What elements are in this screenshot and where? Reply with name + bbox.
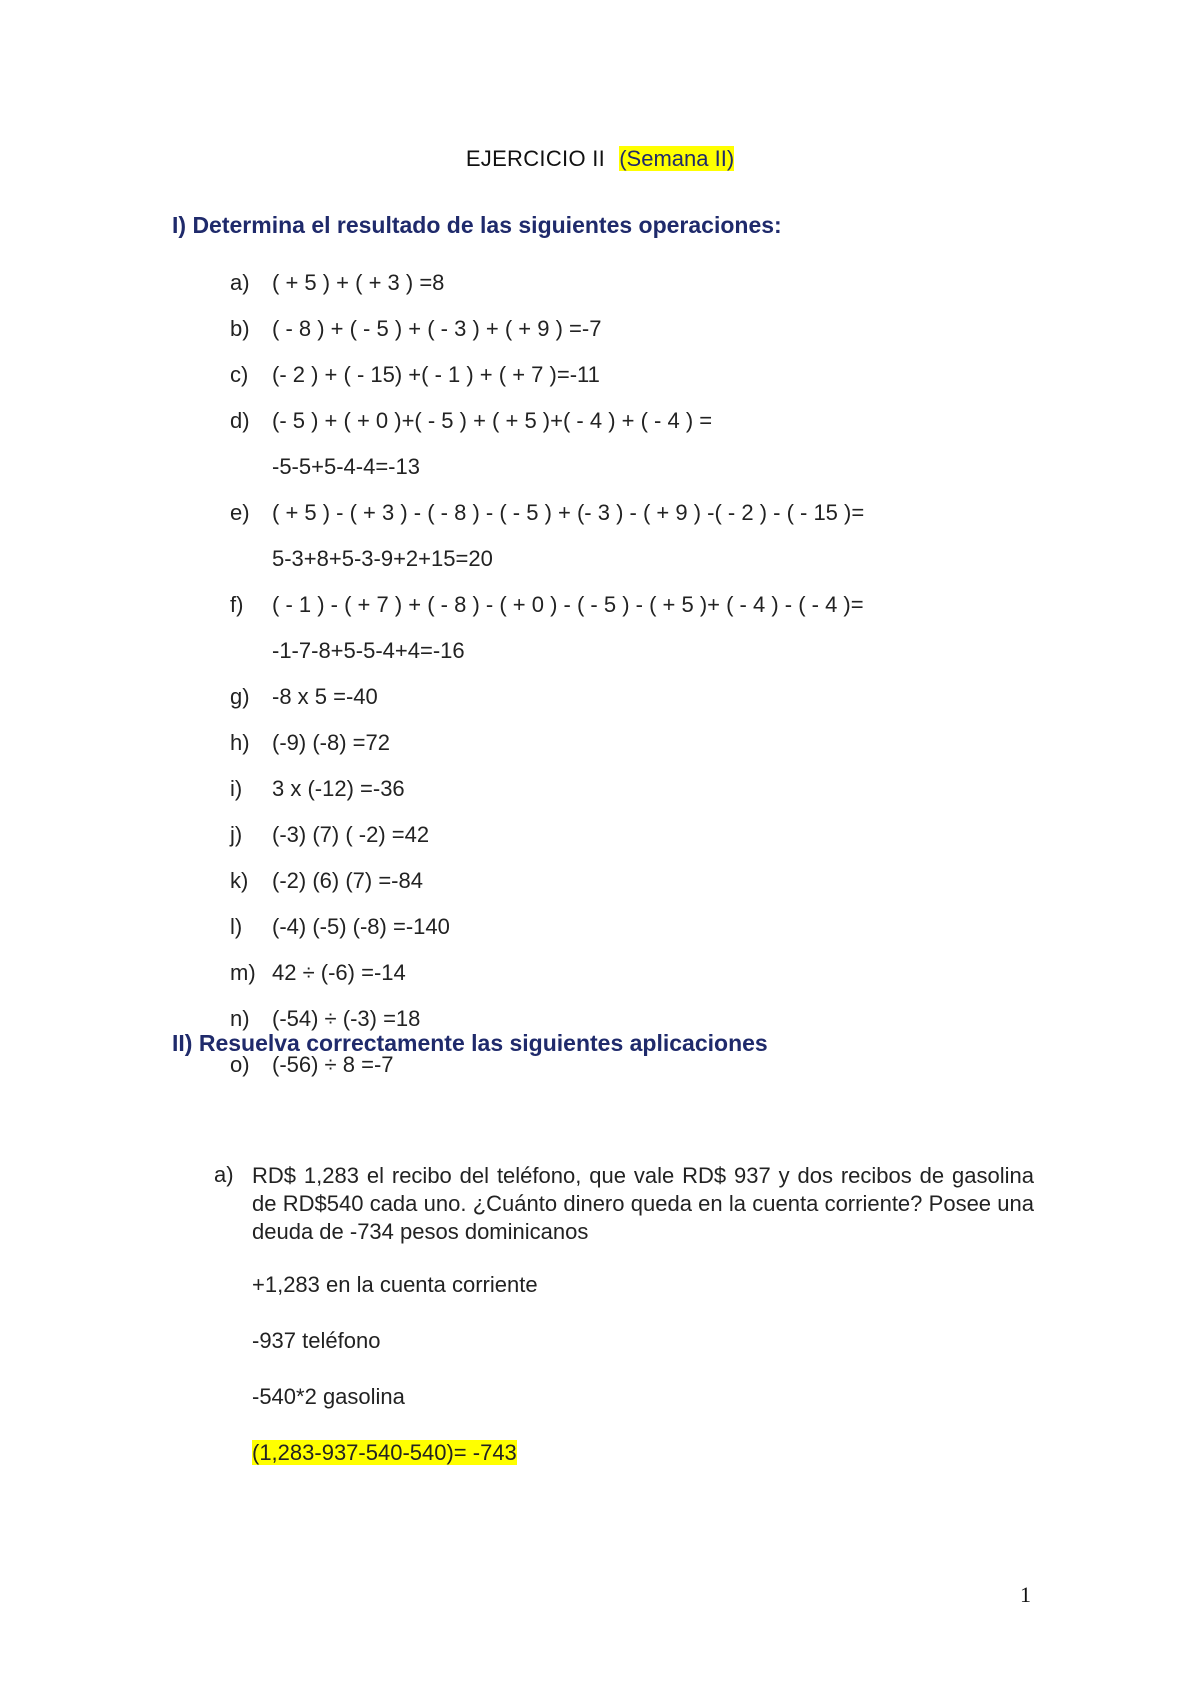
operation-expression: (-56) ÷ 8 =-7 <box>272 1052 394 1077</box>
operation-item <box>230 912 450 942</box>
operation-expression: ( + 5 ) - ( + 3 ) - ( - 8 ) - ( - 5 ) + (- 3 ) - ( + 9 ) -( - 2 ) - ( - 15 )= <box>272 500 865 525</box>
operation-letter: f) <box>230 592 244 617</box>
operation-item <box>230 360 600 390</box>
calc-result <box>252 1440 517 1466</box>
operation-letter: o) <box>230 1052 250 1077</box>
operation-letter: a) <box>230 270 250 295</box>
operation-expression: ( - 1 ) - ( + 7 ) + ( - 8 ) - ( + 0 ) - ( - 5 ) - ( + 5 )+ ( - 4 ) - ( - 4 )= <box>272 592 864 617</box>
operation-letter: c) <box>230 362 249 387</box>
operation-expression: (-2) (6) (7) =-84 <box>272 868 423 893</box>
operation-letter: i) <box>230 776 243 801</box>
application-statement: RD$ 1,283 el recibo del teléfono, que vale RD$ 937 y dos recibos de gasolina de RD$540 cada uno. ¿Cuánto dinero queda en la cuenta corriente? Posee una deuda de -734 pesos dominicanos <box>252 1163 1034 1244</box>
operation-expression: (-4) (-5) (-8) =-140 <box>272 914 450 939</box>
page-number: 1 <box>1020 1582 1031 1607</box>
operation-item <box>230 958 406 988</box>
operation-item <box>230 268 444 298</box>
operation-item <box>230 728 390 758</box>
calc-line: +1,283 en la cuenta corriente <box>252 1272 538 1297</box>
page-title <box>0 146 1200 172</box>
operation-item <box>230 820 429 850</box>
operation-expression: ( - 8 ) + ( - 5 ) + ( - 3 ) + ( + 9 ) =-7 <box>272 316 602 341</box>
title-main: EJERCICIO II <box>465 146 606 171</box>
operation-expression: ( + 5 ) + ( + 3 ) =8 <box>272 270 445 295</box>
operation-item <box>230 498 864 528</box>
operation-expression: 3 x (-12) =-36 <box>272 776 405 801</box>
operation-expression: (-9) (-8) =72 <box>272 730 390 755</box>
operation-item <box>230 774 405 804</box>
calc-line: -937 teléfono <box>252 1328 381 1353</box>
operation-expression: 42 ÷ (-6) =-14 <box>272 960 406 985</box>
section1-heading: I) Determina el resultado de las siguientes operaciones: <box>172 212 782 238</box>
operation-item <box>230 682 378 712</box>
operation-letter: g) <box>230 684 250 709</box>
application-letter: a) <box>214 1162 234 1187</box>
operation-item <box>230 590 864 620</box>
operation-item <box>230 406 712 436</box>
operation-letter: n) <box>230 1006 250 1031</box>
operation-expression: -8 x 5 =-40 <box>272 684 378 709</box>
operation-letter: j) <box>230 822 243 847</box>
operation-continuation: -1-7-8+5-5-4+4=-16 <box>272 638 465 663</box>
operation-item <box>230 314 601 344</box>
operation-continuation: -5-5+5-4-4=-13 <box>272 454 420 479</box>
operation-letter: e) <box>230 500 250 525</box>
operation-letter: d) <box>230 408 250 433</box>
operation-letter: h) <box>230 730 250 755</box>
operation-expression: (-54) ÷ (-3) =18 <box>272 1006 421 1031</box>
operation-item <box>230 866 423 896</box>
calc-result-highlight: (1,283-937-540-540)= -743 <box>252 1440 517 1465</box>
section2-heading: II) Resuelva correctamente las siguientes aplicaciones <box>172 1030 768 1056</box>
operation-expression: (- 2 ) + ( - 15) +( - 1 ) + ( + 7 )=-11 <box>272 362 600 387</box>
operation-expression: (-3) (7) ( -2) =42 <box>272 822 430 847</box>
operation-letter: k) <box>230 868 249 893</box>
calc-line: -540*2 gasolina <box>252 1384 405 1409</box>
title-week-highlight: (Semana II) <box>619 146 735 171</box>
operation-letter: m) <box>230 960 256 985</box>
operation-letter: l) <box>230 914 243 939</box>
operation-continuation: 5-3+8+5-3-9+2+15=20 <box>272 546 493 571</box>
operation-letter: b) <box>230 316 250 341</box>
operation-expression: (- 5 ) + ( + 0 )+( - 5 ) + ( + 5 )+( - 4 ) + ( - 4 ) = <box>272 408 713 433</box>
